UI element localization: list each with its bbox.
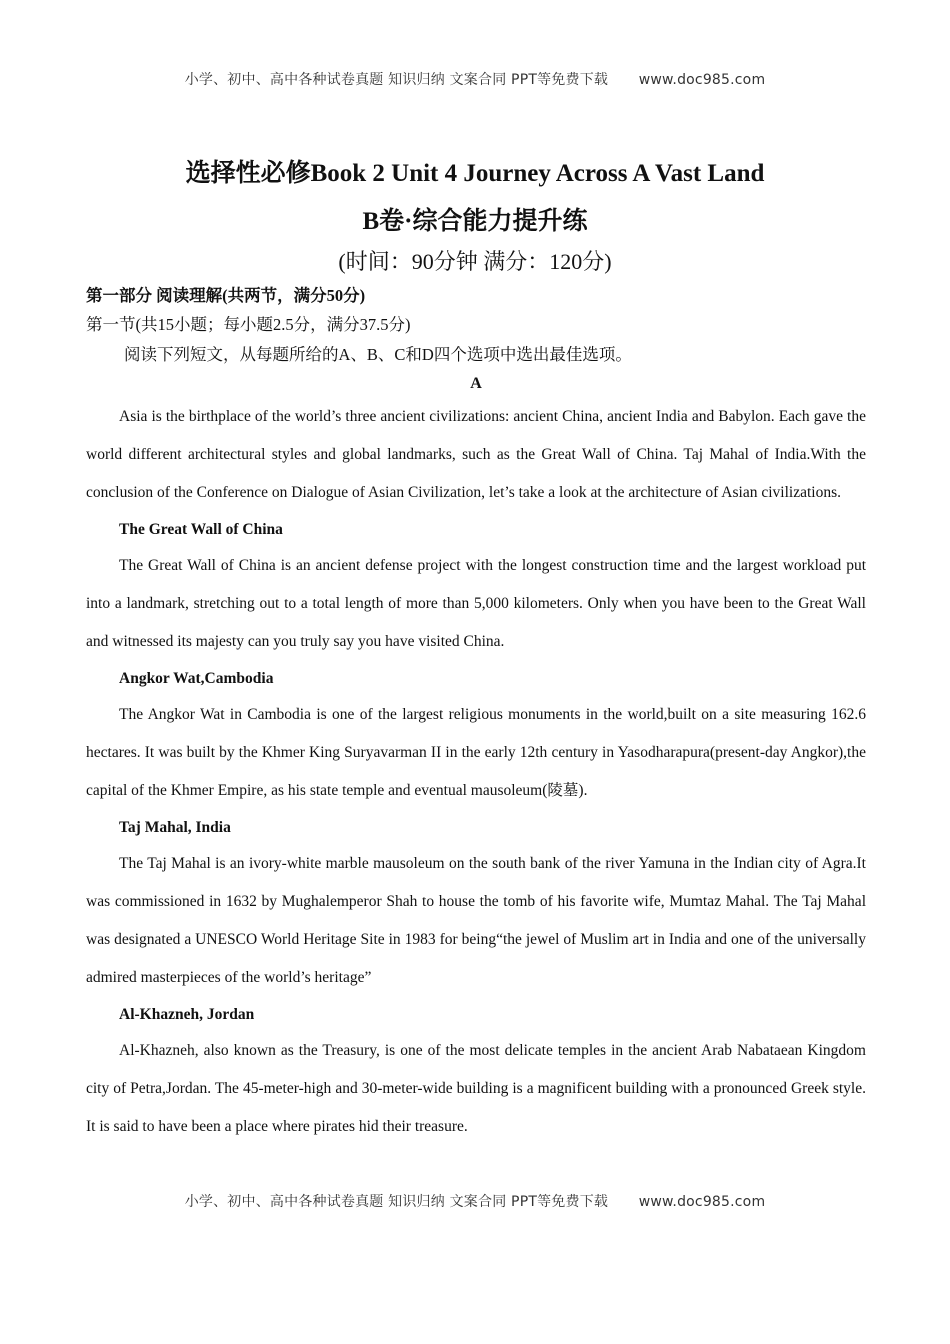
passage-subheading: Angkor Wat,Cambodia	[119, 670, 274, 687]
passage-paragraph: Al-Khazneh, also known as the Treasury, is one of the most delicate temples in the ancient Arab Nabataean Kingdom city of Petra,Jordan. The 45-meter-high and 30-meter-wide building is a magnificent building with a pronounced Greek style. It is said to have been a place where pirates hid their treasure.	[86, 1042, 866, 1135]
header-banner	[0, 69, 950, 89]
instruction-text: 阅读下列短文，从每题所给的A、B、C和D四个选项中选出最佳选项。	[124, 345, 632, 364]
header-banner-text: 小学、初中、高中各种试卷真题 知识归纳 文案合同 PPT等免费下载	[184, 72, 609, 88]
passage-subheading: The Great Wall of China	[119, 521, 283, 538]
passage-subheading: Taj Mahal, India	[119, 819, 231, 836]
passage-paragraph: The Taj Mahal is an ivory-white marble mausoleum on the south bank of the river Yamuna in the Indian city of Agra.It was commissioned in 1632 by Mughalemperor Shah to house the tomb of his favorite wife, Mumtaz Mahal. The Taj Mahal was designated a UNESCO World Heritage Site in 1983 for being“the jewel of Muslim art in India and one of the universally admired masterpieces of the world’s heritage”	[86, 855, 866, 986]
passage-intro: Asia is the birthplace of the world’s three ancient civilizations: ancient China, ancient India and Babylon. Each gave the world different architectural styles and global landmarks, such as the Great Wall of China. Taj Mahal of India.With the conclusion of the Conference on Dialogue of Asian Civilization, let’s take a look at the architecture of Asian civilizations.	[86, 408, 866, 501]
section-heading: 第一节(共15小题；每小题2.5分，满分37.5分)	[86, 315, 411, 334]
time-and-score-info: (时间：90分钟 满分：120分)	[338, 249, 612, 274]
document-content	[86, 282, 866, 1146]
footer-banner-text: 小学、初中、高中各种试卷真题 知识归纳 文案合同 PPT等免费下载	[184, 1194, 609, 1210]
passage-subheading: Al-Khazneh, Jordan	[119, 1006, 255, 1023]
footer-banner-link[interactable]: www.doc985.com	[638, 1194, 766, 1210]
document-subtitle: B卷·综合能力提升练	[362, 208, 588, 235]
document-title: 选择性必修Book 2 Unit 4 Journey Across A Vast Land	[185, 160, 765, 187]
footer-banner	[0, 1191, 950, 1211]
passage-label: A	[470, 375, 482, 392]
passage-paragraph: The Angkor Wat in Cambodia is one of the largest religious monuments in the world,built on a site measuring 162.6 hectares. It was built by the Khmer King Suryavarman II in the early 12th century in Yasodharapura(present-day Angkor),the capital of the Khmer Empire, as his state temple and eventual mausoleum(陵墓).	[86, 706, 866, 799]
passage-paragraph: The Great Wall of China is an ancient defense project with the longest construction time and the largest workload put into a landmark, stretching out to a total length of more than 5,000 kilometers. Only when you have been to the Great Wall and witnessed its majesty can you truly say you have visited China.	[86, 557, 866, 650]
part-heading: 第一部分 阅读理解(共两节，满分50分)	[86, 286, 366, 305]
header-banner-link[interactable]: www.doc985.com	[638, 72, 766, 88]
